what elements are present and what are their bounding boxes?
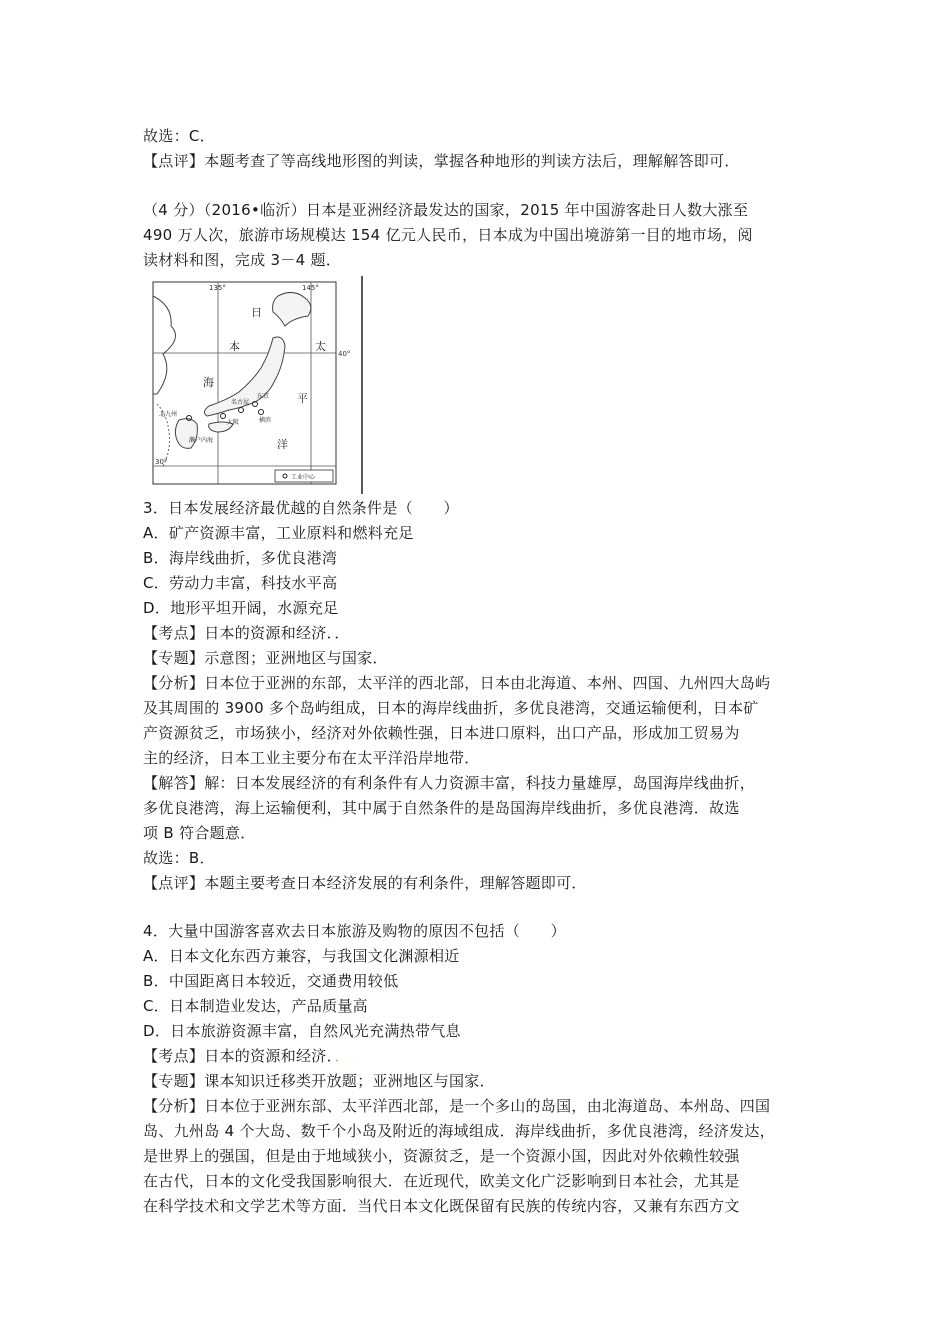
text-line: 产资源贫乏，市场狭小，经济对外依赖性强，日本进口原料，出口产品，形成加工贸易为: [143, 724, 740, 742]
map-label: 本: [229, 340, 240, 353]
text-line-content: 【考点】日本的资源和经济．: [143, 1047, 335, 1065]
text-line: 是世界上的强国，但是由于地域狭小，资源贫乏，是一个资源小国，因此对外依赖性较强: [143, 1147, 740, 1165]
option-d: D．日本旅游资源丰富，自然风光充满热带气息: [143, 1022, 461, 1040]
map-label: 海: [203, 376, 214, 389]
text-line: 主的经济，日本工业主要分布在太平洋沿岸地带．: [143, 749, 480, 767]
text-line: 【考点】日本的资源和经济．．: [143, 624, 350, 642]
lat-label: 40°: [338, 350, 351, 358]
city-label: 东京: [257, 393, 270, 400]
text-line: 故选：B．: [143, 849, 215, 867]
text-line: 【点评】本题考查了等高线地形图的判读，掌握各种地形的判读方法后，理解解答即可．: [143, 152, 740, 170]
text-line: 【分析】日本位于亚洲东部、太平洋西北部，是一个多山的岛国，由北海道岛、本州岛、四国: [143, 1097, 771, 1115]
text-line: 读材料和图，完成 3－4 题．: [143, 251, 342, 269]
city-label: 横滨: [259, 417, 272, 424]
text-line: 项 B 符合题意．: [143, 824, 256, 842]
text-line: 故选：C．: [143, 127, 215, 145]
text-line: 岛、九州岛 4 个大岛、数千个小岛及附近的海域组成．海岸线曲折，多优良港湾，经济发达，: [143, 1122, 775, 1140]
text-line: 【点评】本题主要考查日本经济发展的有利条件，理解答题即可．: [143, 874, 587, 892]
mark-dot: ．: [334, 1047, 350, 1065]
map-label: 日: [251, 306, 262, 319]
option-a: A．矿产资源丰富，工业原料和燃料充足: [143, 524, 414, 542]
text-line: （4 分）（2016•临沂）日本是亚洲经济最发达的国家，2015 年中国游客赴日人数大涨至: [143, 201, 749, 219]
text-line: 及其周围的 3900 多个岛屿组成，日本的海岸线曲折，多优良港湾，交通运输便利，日本矿: [143, 699, 759, 717]
map-label: 洋: [277, 438, 288, 451]
map-label: 平: [297, 392, 308, 405]
text-line: [143, 1044, 350, 1069]
lat-label: 30°: [155, 458, 168, 466]
option-c: C．日本制造业发达，产品质量高: [143, 997, 368, 1015]
question-4: 4．大量中国游客喜欢去日本旅游及购物的原因不包括（ ）: [143, 922, 566, 940]
city-label: 北九州: [159, 411, 178, 418]
option-c: C．劳动力丰富，科技水平高: [143, 574, 338, 592]
text-line: 【分析】日本位于亚洲的东部，太平洋的西北部，日本由北海道、本州、四国、九州四大岛屿: [143, 674, 771, 692]
city-label: 大阪: [227, 419, 240, 426]
text-line: 在科学技术和文学艺术等方面．当代日本文化既保留有民族的传统内容，又兼有东西方文: [143, 1197, 740, 1215]
lon-label: 145°: [302, 284, 319, 292]
question-3: 3．日本发展经济最优越的自然条件是（ ）: [143, 499, 459, 517]
map-label: 太: [315, 340, 326, 353]
city-label: 名古屋: [231, 399, 250, 406]
option-d: D．地形平坦开阔，水源充足: [143, 599, 339, 617]
legend-label: 工业中心: [291, 474, 316, 481]
text-line: 【专题】课本知识迁移类开放题；亚洲地区与国家．: [143, 1072, 495, 1090]
text-line: 490 万人次，旅游市场规模达 154 亿元人民币，日本成为中国出境游第一目的地市场，阅: [143, 226, 753, 244]
option-b: B．中国距离日本较近，交通费用较低: [143, 972, 399, 990]
text-line: 【专题】示意图；亚洲地区与国家．: [143, 649, 388, 667]
option-b: B．海岸线曲折，多优良港湾: [143, 549, 338, 567]
option-a: A．日本文化东西方兼容，与我国文化渊源相近: [143, 947, 460, 965]
lon-label: 135°: [209, 284, 226, 292]
japan-map: [143, 276, 365, 494]
japan-map-svg: [143, 276, 365, 494]
text-line: 在古代，日本的文化受我国影响很大．在近现代，欧美文化广泛影响到日本社会，尤其是: [143, 1172, 740, 1190]
text-line: 【解答】解：日本发展经济的有利条件有人力资源丰富，科技力量雄厚，岛国海岸线曲折，: [143, 774, 756, 792]
city-label: 濑户内海: [189, 437, 214, 444]
text-line: 多优良港湾，海上运输便利，其中属于自然条件的是岛国海岸线曲折，多优良港湾．故选: [143, 799, 740, 817]
